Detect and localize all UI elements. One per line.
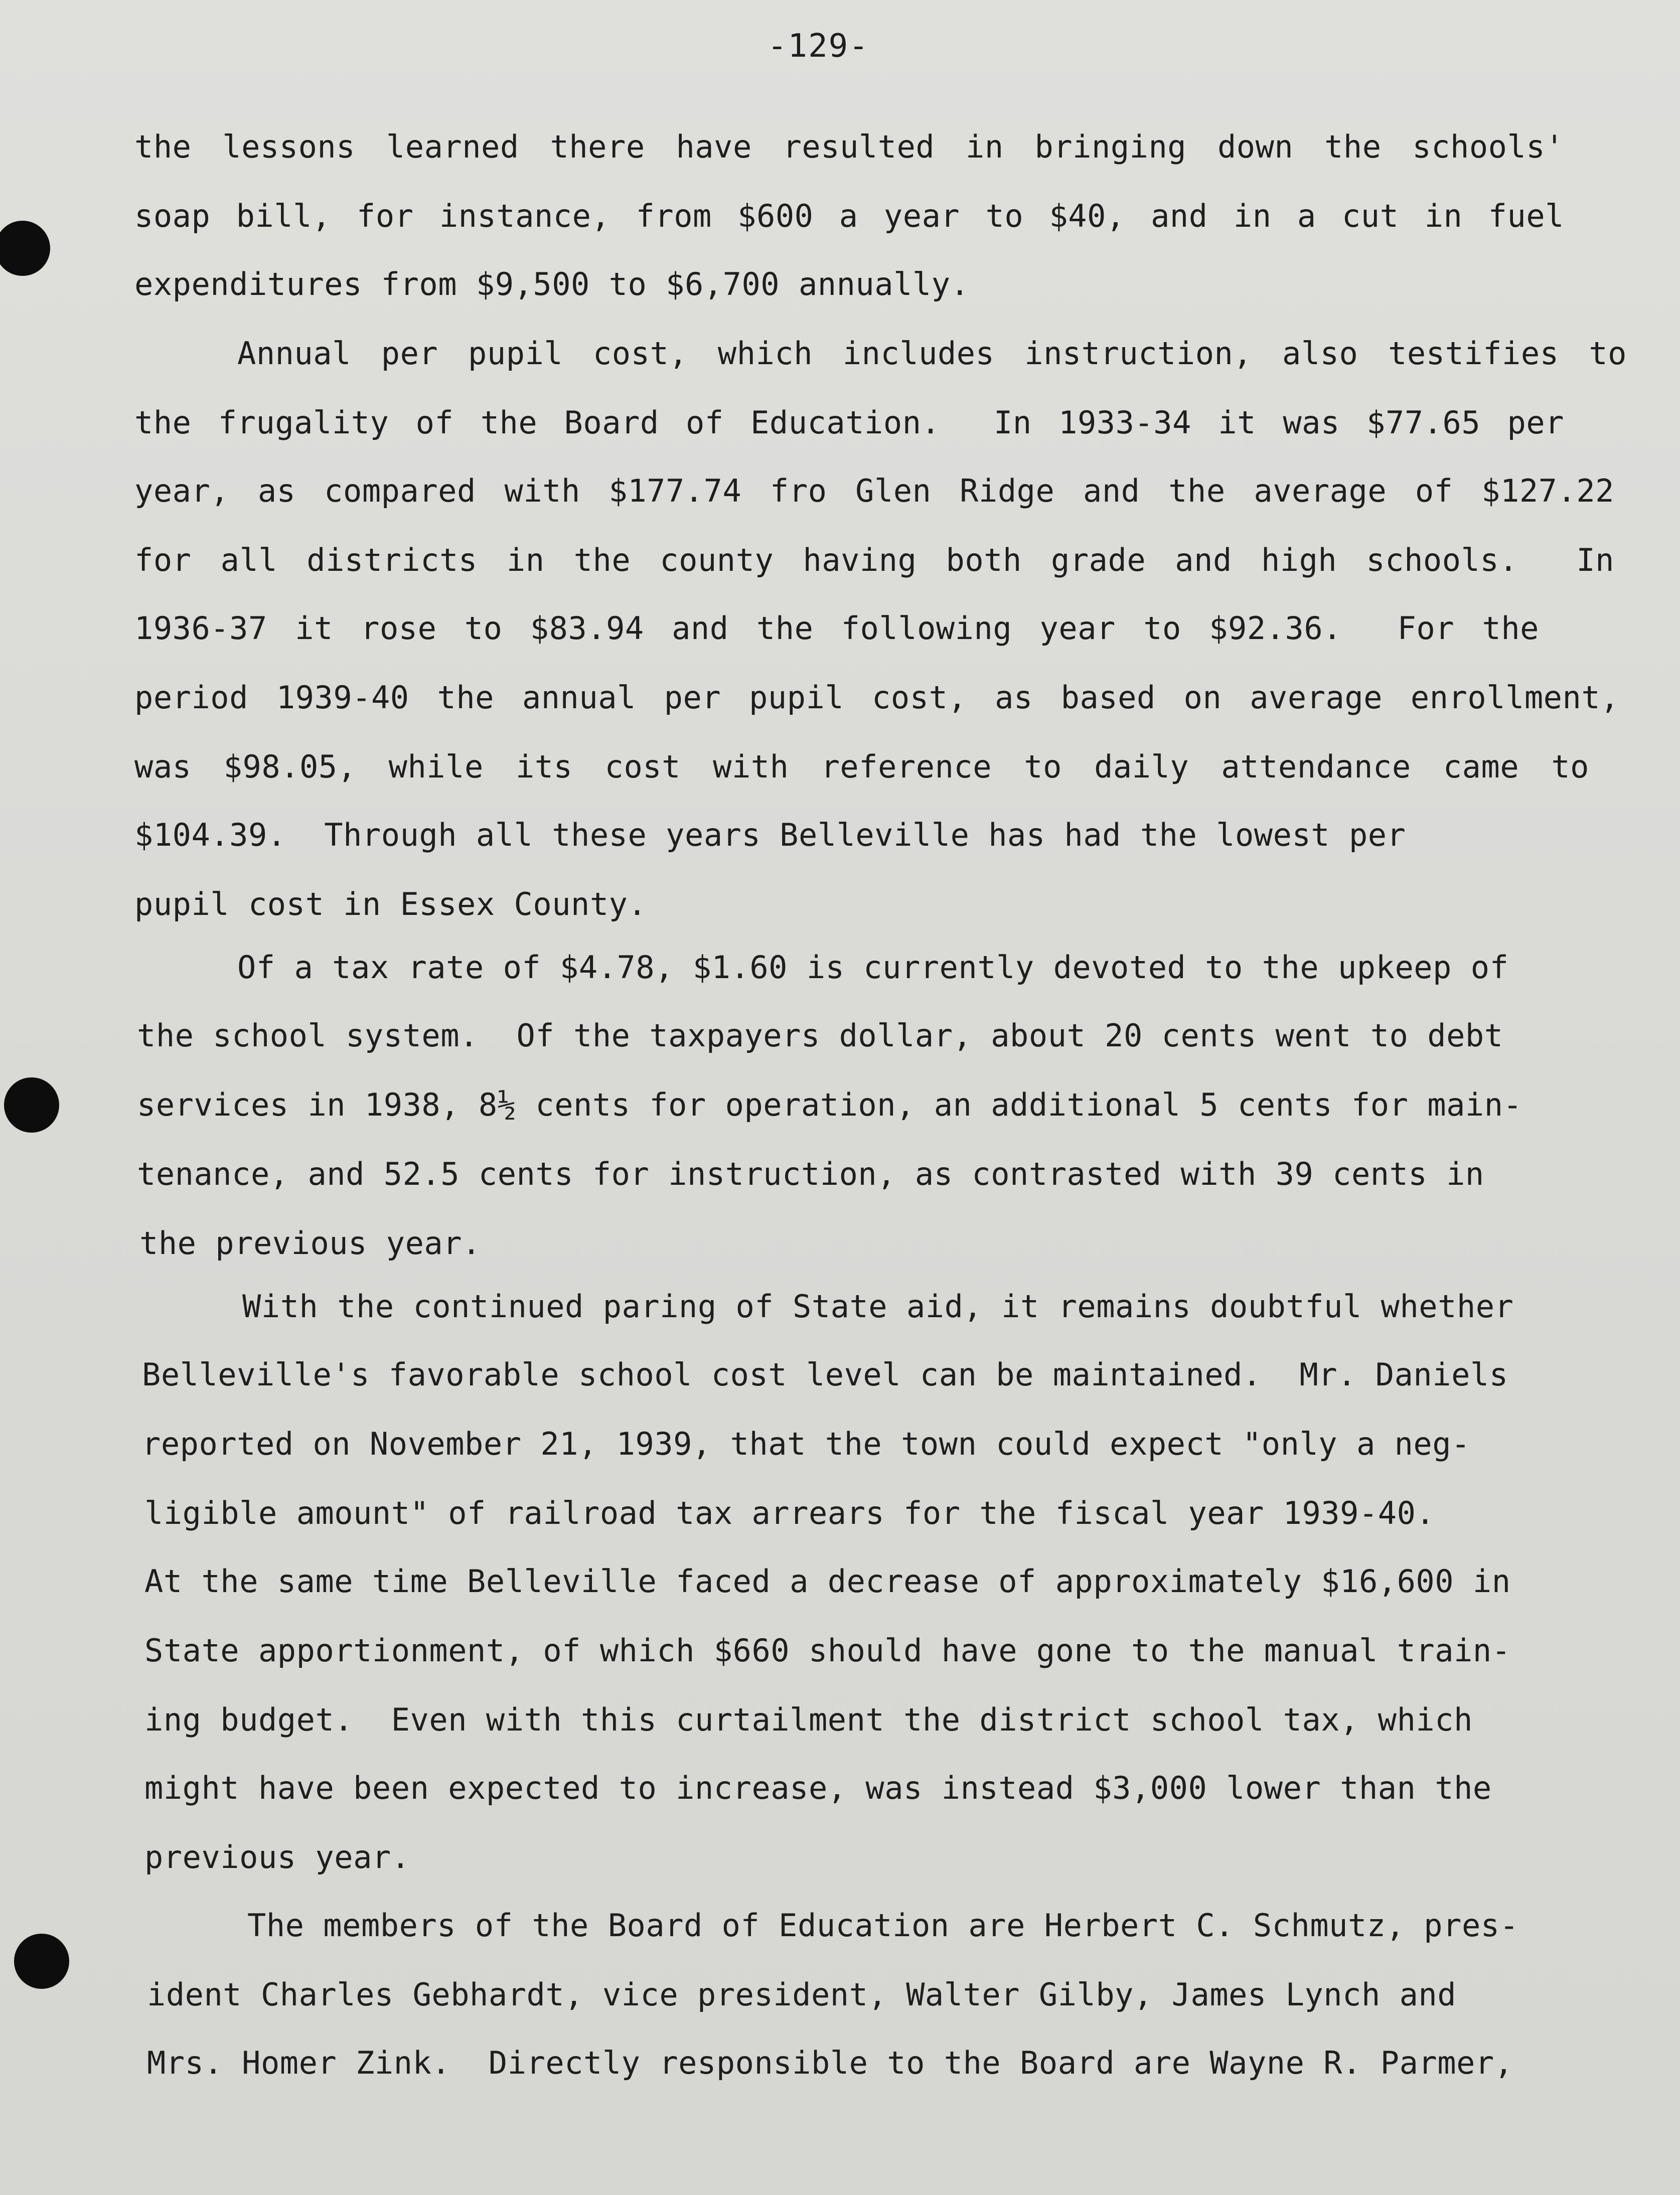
text-line: expenditures from $9,500 to $6,700 annually. <box>134 266 970 302</box>
text-line: the lessons learned there have resulted in bringing down the schools' <box>134 128 1564 165</box>
text-line: the school system. Of the taxpayers dollar, about 20 cents went to debt <box>137 1017 1503 1054</box>
punch-hole-middle <box>4 1077 59 1133</box>
page-number: -129- <box>768 28 869 65</box>
text-line: $104.39. Through all these years Belleville has had the lowest per <box>134 817 1406 853</box>
text-line: was $98.05, while its cost with reference to daily attendance came to <box>134 748 1589 785</box>
text-line: soap bill, for instance, from $600 a year to $40, and in a cut in fuel <box>134 198 1564 234</box>
text-line: reported on November 21, 1939, that the town could expect "only a neg- <box>142 1426 1470 1462</box>
text-line: the frugality of the Board of Education. In 1933-34 it was $77.65 per <box>134 404 1564 441</box>
text-line: ident Charles Gebhardt, vice president, Walter Gilby, James Lynch and <box>147 1976 1457 2013</box>
text-line: pupil cost in Essex County. <box>134 886 647 922</box>
text-line: Annual per pupil cost, which includes instruction, also testifies to <box>237 335 1627 372</box>
text-line: ligible amount" of railroad tax arrears for the fiscal year 1939-40. <box>144 1495 1435 1531</box>
punch-hole-bottom <box>14 1934 69 1989</box>
text-line: services in 1938, 8½ cents for operation, an additional 5 cents for main- <box>137 1086 1522 1123</box>
text-line: year, as compared with $177.74 fro Glen Ridge and the average of $127.22 <box>134 473 1614 509</box>
text-line: State apportionment, of which $660 should have gone to the manual train- <box>144 1632 1511 1669</box>
text-line: Of a tax rate of $4.78, $1.60 is currently devoted to the upkeep of <box>237 949 1509 986</box>
text-line: With the continued paring of State aid, it remains doubtful whether <box>242 1288 1514 1325</box>
text-line: Mrs. Homer Zink. Directly responsible to the Board are Wayne R. Parmer, <box>147 2045 1513 2081</box>
text-line: The members of the Board of Education are Herbert C. Schmutz, pres- <box>247 1907 1519 1944</box>
text-line: ing budget. Even with this curtailment the district school tax, which <box>144 1701 1473 1738</box>
text-line: At the same time Belleville faced a decrease of approximately $16,600 in <box>144 1563 1511 1600</box>
punch-hole-top <box>0 221 50 276</box>
text-line: tenance, and 52.5 cents for instruction, as contrasted with 39 cents in <box>137 1156 1484 1192</box>
text-line: period 1939-40 the annual per pupil cost, as based on average enrollment, <box>134 679 1619 716</box>
text-line: the previous year. <box>139 1225 481 1262</box>
text-line: 1936-37 it rose to $83.94 and the following year to $92.36. For the <box>134 610 1539 647</box>
text-line: previous year. <box>144 1839 410 1875</box>
text-line: might have been expected to increase, was instead $3,000 lower than the <box>144 1770 1492 1806</box>
text-line: Belleville's favorable school cost level can be maintained. Mr. Daniels <box>142 1356 1508 1393</box>
text-line: for all districts in the county having both grade and high schools. In <box>134 542 1614 578</box>
